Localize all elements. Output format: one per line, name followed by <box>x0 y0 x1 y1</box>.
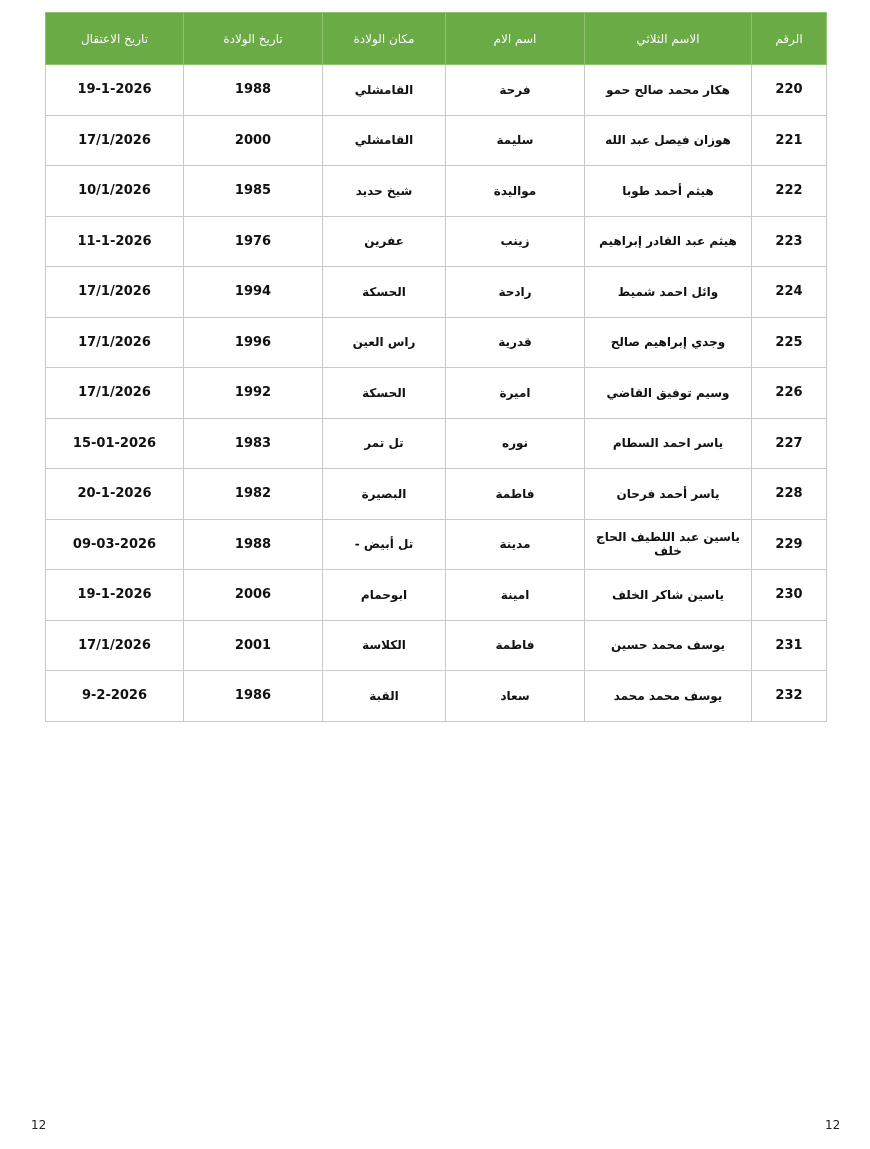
row-detention-date: 10/1/2026 <box>46 166 184 217</box>
row-birth-date: 1988 <box>184 519 323 570</box>
header-mother-name: اسم الام <box>446 13 585 65</box>
row-detention-date: 9-2-2026 <box>46 671 184 722</box>
row-detention-date: 17/1/2026 <box>46 368 184 419</box>
row-full-name: هيثم أحمد طوبا <box>585 166 752 217</box>
row-number: 221 <box>752 115 827 166</box>
row-detention-date: 20-1-2026 <box>46 469 184 520</box>
row-mother-name: نوره <box>446 418 585 469</box>
table-header-row <box>46 13 827 65</box>
row-number: 224 <box>752 267 827 318</box>
row-detention-date: 19-1-2026 <box>46 65 184 116</box>
row-full-name: ياسين شاكر الخلف <box>585 570 752 621</box>
row-full-name: يوسف محمد محمد <box>585 671 752 722</box>
row-birth-date: 1985 <box>184 166 323 217</box>
row-full-name: هيثم عبد القادر إبراهيم <box>585 216 752 267</box>
header-full-name: الاسم الثلاثي <box>585 13 752 65</box>
row-birth-place: البصيرة <box>323 469 446 520</box>
table-row <box>46 115 827 166</box>
row-detention-date: 15-01-2026 <box>46 418 184 469</box>
row-birth-place: القامشلي <box>323 115 446 166</box>
row-detention-date: 11-1-2026 <box>46 216 184 267</box>
row-mother-name: فاطمة <box>446 469 585 520</box>
row-full-name: ياسين عبد اللطيف الحاج خلف <box>585 519 752 570</box>
row-birth-place: الحسكة <box>323 267 446 318</box>
table-row <box>46 216 827 267</box>
row-birth-date: 1976 <box>184 216 323 267</box>
row-number: 225 <box>752 317 827 368</box>
row-mother-name: سليمة <box>446 115 585 166</box>
row-full-name: يوسف محمد حسين <box>585 620 752 671</box>
table-row <box>46 317 827 368</box>
table-row <box>46 469 827 520</box>
table-row <box>46 267 827 318</box>
row-full-name: وائل احمد شميط <box>585 267 752 318</box>
row-birth-place: القامشلي <box>323 65 446 116</box>
row-birth-place: الكلاسة <box>323 620 446 671</box>
row-detention-date: 17/1/2026 <box>46 267 184 318</box>
row-birth-place: شيخ حديد <box>323 166 446 217</box>
row-birth-place: القبة <box>323 671 446 722</box>
table-row <box>46 65 827 116</box>
page-number-left: 12 <box>31 1118 47 1132</box>
row-detention-date: 17/1/2026 <box>46 115 184 166</box>
table-body <box>46 65 827 722</box>
row-number: 232 <box>752 671 827 722</box>
row-full-name: هوزان فيصل عبد الله <box>585 115 752 166</box>
row-detention-date: 17/1/2026 <box>46 620 184 671</box>
row-birth-place: عفرين <box>323 216 446 267</box>
header-birth-date: تاريخ الولادة <box>184 13 323 65</box>
row-number: 226 <box>752 368 827 419</box>
table-row <box>46 620 827 671</box>
row-number: 228 <box>752 469 827 520</box>
row-full-name: ياسر أحمد فرحان <box>585 469 752 520</box>
row-detention-date: 09-03-2026 <box>46 519 184 570</box>
header-number: الرقم <box>752 13 827 65</box>
row-number: 231 <box>752 620 827 671</box>
row-birth-date: 2000 <box>184 115 323 166</box>
row-birth-date: 1982 <box>184 469 323 520</box>
row-birth-date: 1994 <box>184 267 323 318</box>
row-birth-date: 1992 <box>184 368 323 419</box>
row-mother-name: مدينة <box>446 519 585 570</box>
row-mother-name: فرحة <box>446 65 585 116</box>
row-mother-name: زينب <box>446 216 585 267</box>
table-row <box>46 570 827 621</box>
row-birth-date: 2006 <box>184 570 323 621</box>
row-birth-date: 1996 <box>184 317 323 368</box>
row-number: 229 <box>752 519 827 570</box>
row-number: 222 <box>752 166 827 217</box>
table-row <box>46 671 827 722</box>
row-mother-name: مواليدة <box>446 166 585 217</box>
row-detention-date: 17/1/2026 <box>46 317 184 368</box>
row-birth-place: تل أبيض - <box>323 519 446 570</box>
row-mother-name: قدرية <box>446 317 585 368</box>
row-number: 227 <box>752 418 827 469</box>
table-row <box>46 418 827 469</box>
row-birth-place: الحسكة <box>323 368 446 419</box>
row-number: 230 <box>752 570 827 621</box>
row-birth-date: 1983 <box>184 418 323 469</box>
row-full-name: وسيم توفيق القاضي <box>585 368 752 419</box>
row-mother-name: سعاد <box>446 671 585 722</box>
row-mother-name: فاطمة <box>446 620 585 671</box>
header-detention-date: تاريخ الاعتقال <box>46 13 184 65</box>
header-birth-place: مكان الولادة <box>323 13 446 65</box>
row-birth-date: 2001 <box>184 620 323 671</box>
row-birth-place: ابوحمام <box>323 570 446 621</box>
table-row <box>46 368 827 419</box>
row-full-name: هكار محمد صالح حمو <box>585 65 752 116</box>
row-mother-name: اميرة <box>446 368 585 419</box>
table-row <box>46 519 827 570</box>
row-number: 220 <box>752 65 827 116</box>
row-full-name: وجدي إبراهيم صالح <box>585 317 752 368</box>
row-mother-name: رادحة <box>446 267 585 318</box>
row-full-name: ياسر احمد السطام <box>585 418 752 469</box>
row-detention-date: 19-1-2026 <box>46 570 184 621</box>
row-birth-date: 1988 <box>184 65 323 116</box>
row-birth-place: راس العين <box>323 317 446 368</box>
row-number: 223 <box>752 216 827 267</box>
records-table <box>45 12 827 722</box>
page-number-right: 12 <box>825 1118 841 1132</box>
table-row <box>46 166 827 217</box>
row-birth-date: 1986 <box>184 671 323 722</box>
row-mother-name: امينة <box>446 570 585 621</box>
row-birth-place: تل تمر <box>323 418 446 469</box>
